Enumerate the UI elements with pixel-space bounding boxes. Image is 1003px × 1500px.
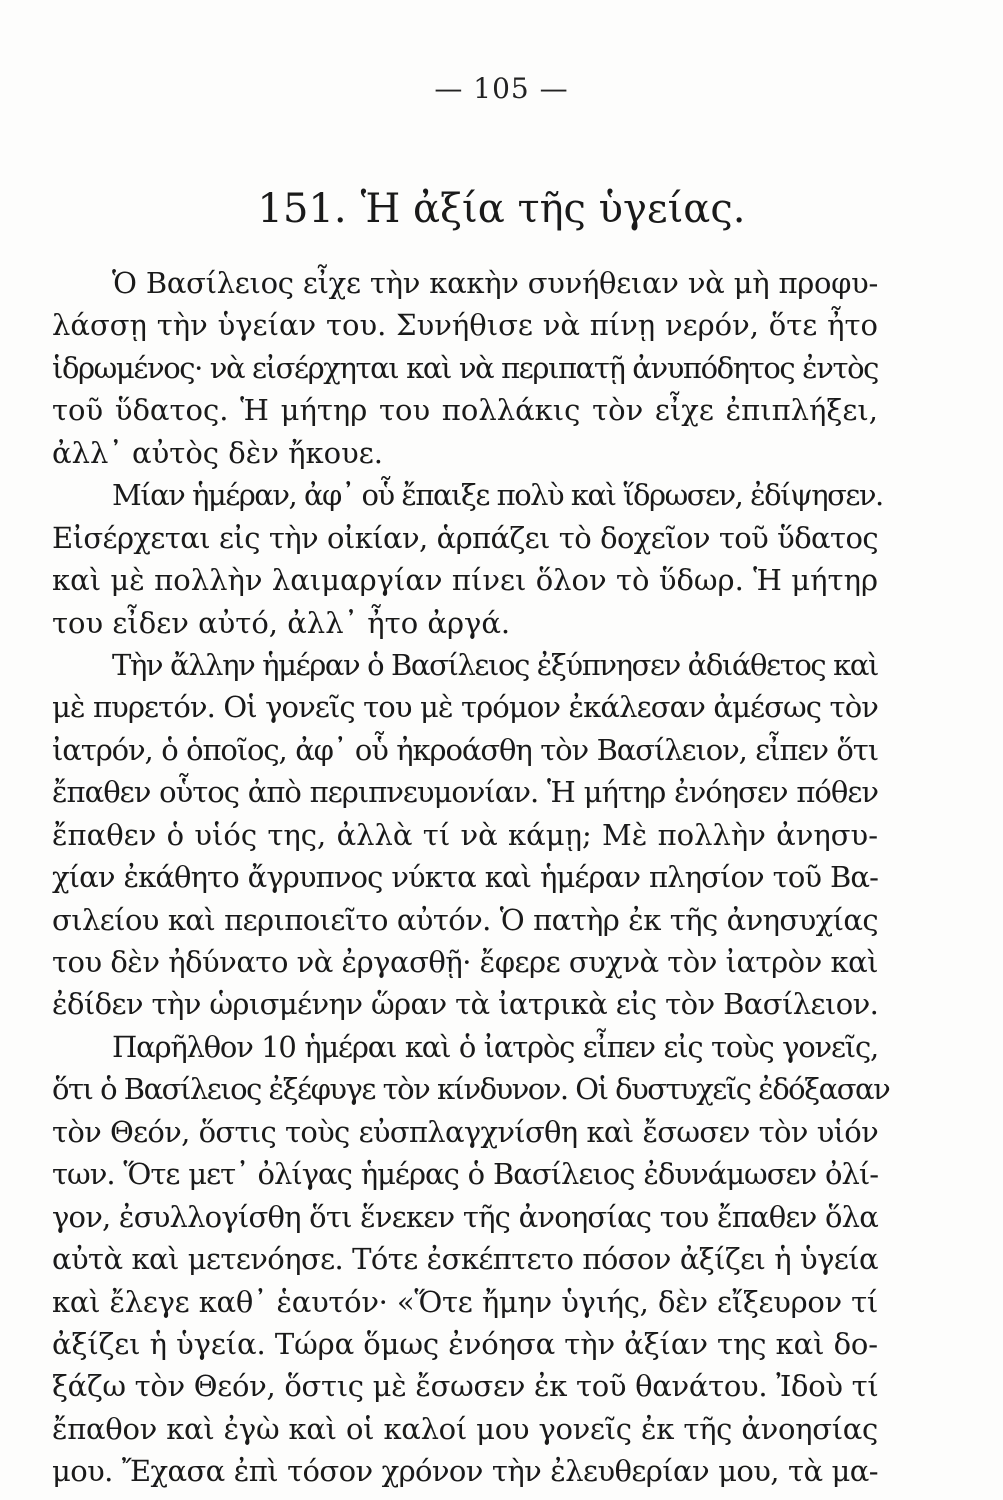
text-line: γον, ἐσυλλογίσθη ὅτι ἕνεκεν τῆς ἀνοησίας του ἔπαθεν ὅλα <box>52 1199 878 1234</box>
text-line: μὲ πυρετόν. Οἱ γονεῖς του μὲ τρόμον ἐκάλεσαν ἀμέσως τὸν <box>52 690 878 725</box>
text-line: τοῦ ὕδατος. Ἡ μήτηρ του πολλάκις τὸν εἶχε ἐπιπλήξει, <box>52 393 878 428</box>
text-line: Εἰσέρχεται εἰς τὴν οἰκίαν, ἁρπάζει τὸ δοχεῖον τοῦ ὕδατος <box>52 520 878 555</box>
text-line: ἐδίδεν τὴν ὡρισμένην ὥραν τὰ ἰατρικὰ εἰς τὸν Βασίλειον. <box>52 987 879 1022</box>
text-line: ἔπαθον καὶ ἐγὼ καὶ οἱ καλοί μου γονεῖς ἐκ τῆς ἀνοησίας <box>52 1411 878 1446</box>
text-line: σιλείου καὶ περιποιεῖτο αὐτόν. Ὁ πατὴρ ἐκ τῆς ἀνησυχίας <box>52 902 878 937</box>
text-line: των. Ὅτε μετ᾽ ὀλίγας ἡμέρας ὁ Βασίλειος ἐδυνάμωσεν ὀλί- <box>52 1157 878 1192</box>
text-line: ἱδρωμένος· νὰ εἰσέρχηται καὶ νὰ περιπατῇ ἀνυπόδητος ἐντὸς <box>52 350 878 385</box>
text-line: καὶ ἔλεγε καθ᾽ ἑαυτόν· «Ὅτε ἤμην ὑγιής, δὲν εἴξευρον τί <box>52 1284 878 1319</box>
text-line: του εἶδεν αὐτό, ἀλλ᾽ ἦτο ἀργά. <box>52 605 511 640</box>
text-line: του δὲν ἠδύνατο νὰ ἐργασθῇ· ἔφερε συχνὰ τὸν ἰατρὸν καὶ <box>52 945 879 979</box>
text-line: ἀξίζει ἡ ὑγεία. Τώρα ὅμως ἐνόησα τὴν ἀξίαν της καὶ δο- <box>52 1326 878 1361</box>
text-line: ξάζω τὸν Θεόν, ὅστις μὲ ἔσωσεν ἐκ τοῦ θανάτου. Ἰδοὺ τί <box>52 1369 879 1404</box>
section-heading <box>0 186 1003 232</box>
text-line: καὶ μὲ πολλὴν λαιμαργίαν πίνει ὅλον τὸ ὕδωρ. Ἡ μήτηρ <box>52 563 878 598</box>
section-number: 151. <box>257 186 347 232</box>
text-line: μου. Ἔχασα ἐπὶ τόσον χρόνον τὴν ἐλευθερίαν μου, τὰ μα- <box>52 1454 878 1489</box>
body-text <box>52 262 890 1493</box>
text-line: τὸν Θεόν, ὅστις τοὺς εὐσπλαγχνίσθη καὶ ἔσωσεν τὸν υἱόν <box>52 1114 878 1149</box>
text-line: Ὁ Βασίλειος εἶχε τὴν κακὴν συνήθειαν νὰ μὴ προφυ- <box>112 266 878 300</box>
text-line: χίαν ἐκάθητο ἄγρυπνος νύκτα καὶ ἡμέραν πλησίον τοῦ Βα- <box>52 860 878 895</box>
text-line: ὅτι ὁ Βασίλειος ἐξέφυγε τὸν κίνδυνον. Οἱ δυστυχεῖς ἐδόξασαν <box>52 1072 890 1107</box>
text-line: ἰατρόν, ὁ ὁποῖος, ἀφ᾽ οὗ ἠκροάσθη τὸν Βασίλειον, εἶπεν ὅτι <box>52 732 878 767</box>
text-line: ἀλλ᾽ αὐτὸς δὲν ἤκουε. <box>52 435 383 470</box>
section-title: Ἡ ἀξία τῆς ὑγείας. <box>360 186 746 232</box>
text-line: λάσσῃ τὴν ὑγείαν του. Συνήθισε νὰ πίνῃ νερόν, ὅτε ἦτο <box>52 308 878 343</box>
text-line: Παρῆλθον 10 ἡμέραι καὶ ὁ ἰατρὸς εἶπεν εἰς τοὺς γονεῖς, <box>112 1029 878 1064</box>
text-line: ἔπαθεν οὗτος ἀπὸ περιπνευμονίαν. Ἡ μήτηρ ἐνόησεν πόθεν <box>52 775 878 810</box>
text-line: αὐτὰ καὶ μετενόησε. Τότε ἐσκέπτετο πόσον ἀξίζει ἡ ὑγεία <box>52 1242 878 1277</box>
text-line: Τὴν ἄλλην ἡμέραν ὁ Βασίλειος ἐξύπνησεν ἀδιάθετος καὶ <box>112 647 878 682</box>
text-line: ἔπαθεν ὁ υἱός της, ἀλλὰ τί νὰ κάμῃ; Μὲ πολλὴν ἀνησυ- <box>52 817 878 852</box>
text-line: Μίαν ἡμέραν, ἀφ᾽ οὗ ἔπαιξε πολὺ καὶ ἵδρωσεν, ἐδίψησεν. <box>112 478 883 513</box>
page-number: — 105 — <box>434 72 569 105</box>
